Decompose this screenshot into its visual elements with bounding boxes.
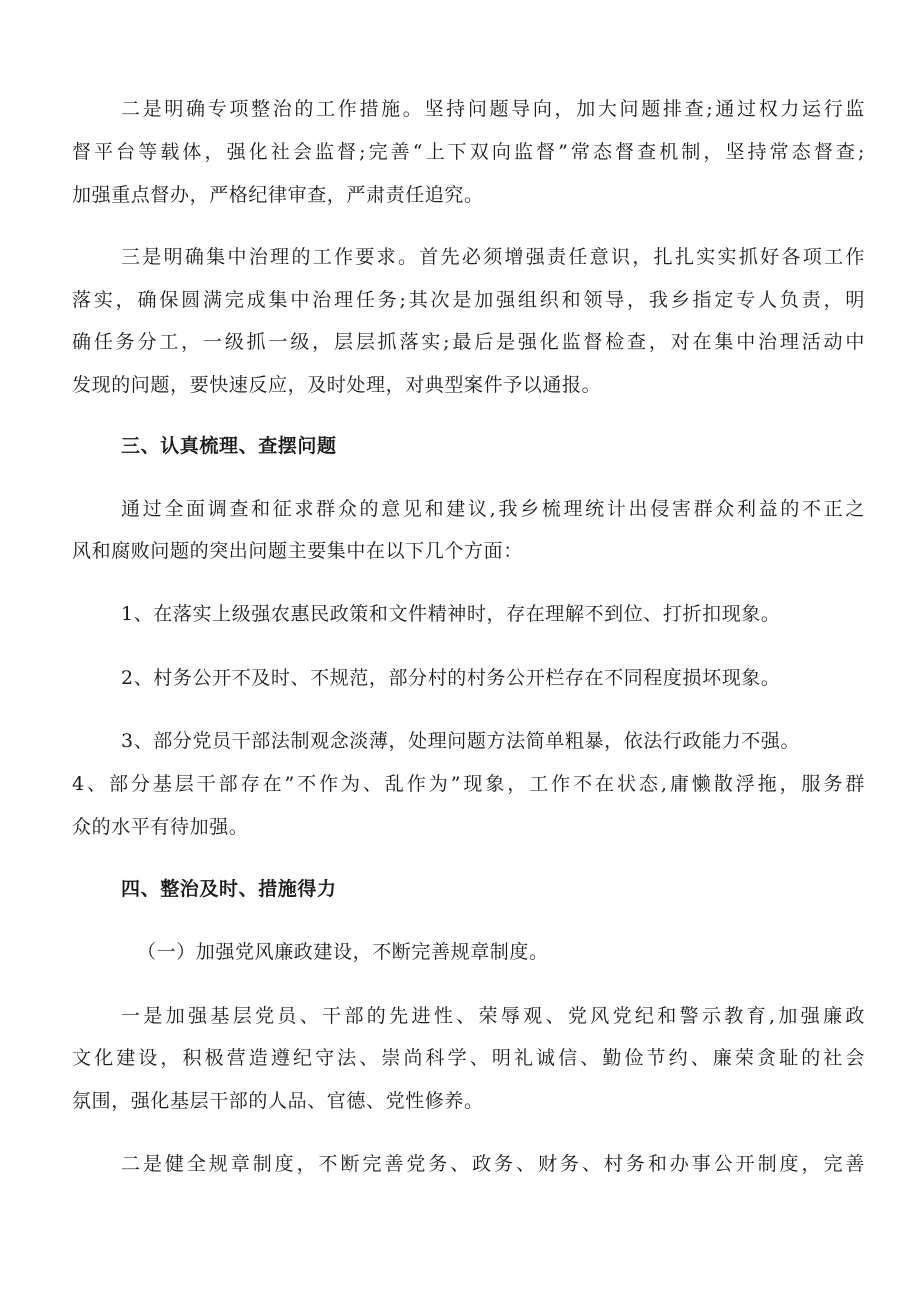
list-item: 众的水平有待加强。: [72, 816, 249, 838]
list-item: 4、部分基层干部存在”不作为、乱作为”现象，工作不在状态,庸懒散浮拖，服务群: [72, 773, 865, 795]
subsection-heading: （一）加强党风廉政建设，不断完善规章制度。: [137, 941, 549, 963]
paragraph-line: 通过全面调查和征求群众的意见和建议,我乡梳理统计出侵害群众利益的不正之: [121, 498, 865, 520]
paragraph-line: 发现的问题，要快速反应，及时处理，对典型案件予以通报。: [72, 374, 602, 396]
paragraph-line: 加强重点督办，严格纪律审查，严肃责任追究。: [72, 184, 484, 206]
list-item: 2、村务公开不及时、不规范，部分村的村务公开栏存在不同程度损坏现象。: [121, 667, 781, 689]
paragraph-line: 二是健全规章制度，不断完善党务、政务、财务、村务和办事公开制度，完善: [121, 1153, 865, 1175]
paragraph-line: 督平台等载体，强化社会监督;完善“上下双向监督”常态督查机制，坚持常态督查;: [72, 141, 865, 163]
paragraph-line: 氛围，强化基层干部的人品、官德、党性修养。: [72, 1090, 484, 1112]
section-heading: 三、认真梳理、查摆问题: [121, 435, 337, 457]
paragraph-line: 二是明确专项整治的工作措施。坚持问题导向，加大问题排查;通过权力运行监: [121, 98, 865, 120]
paragraph-line: 确任务分工，一级抓一级，层层抓落实;最后是强化监督检查，对在集中治理活动中: [72, 331, 865, 353]
section-heading: 四、整治及时、措施得力: [121, 878, 337, 900]
list-item: 3、部分党员干部法制观念淡薄，处理问题方法简单粗暴，依法行政能力不强。: [121, 730, 801, 752]
paragraph-line: 落实，确保圆满完成集中治理任务;其次是加强组织和领导，我乡指定专人负责，明: [72, 289, 865, 311]
paragraph-line: 三是明确集中治理的工作要求。首先必须增强责任意识，扎扎实实抓好各项工作: [121, 246, 865, 268]
paragraph-line: 一是加强基层党员、干部的先进性、荣辱观、党风党纪和警示教育,加强廉政: [121, 1005, 865, 1027]
list-item: 1、在落实上级强农惠民政策和文件精神时，存在理解不到位、打折扣现象。: [121, 603, 781, 625]
paragraph-line: 风和腐败问题的突出问题主要集中在以下几个方面：: [72, 540, 523, 562]
paragraph-line: 文化建设，积极营造遵纪守法、崇尚科学、明礼诚信、勤俭节约、廉荣贪耻的社会: [72, 1047, 865, 1069]
